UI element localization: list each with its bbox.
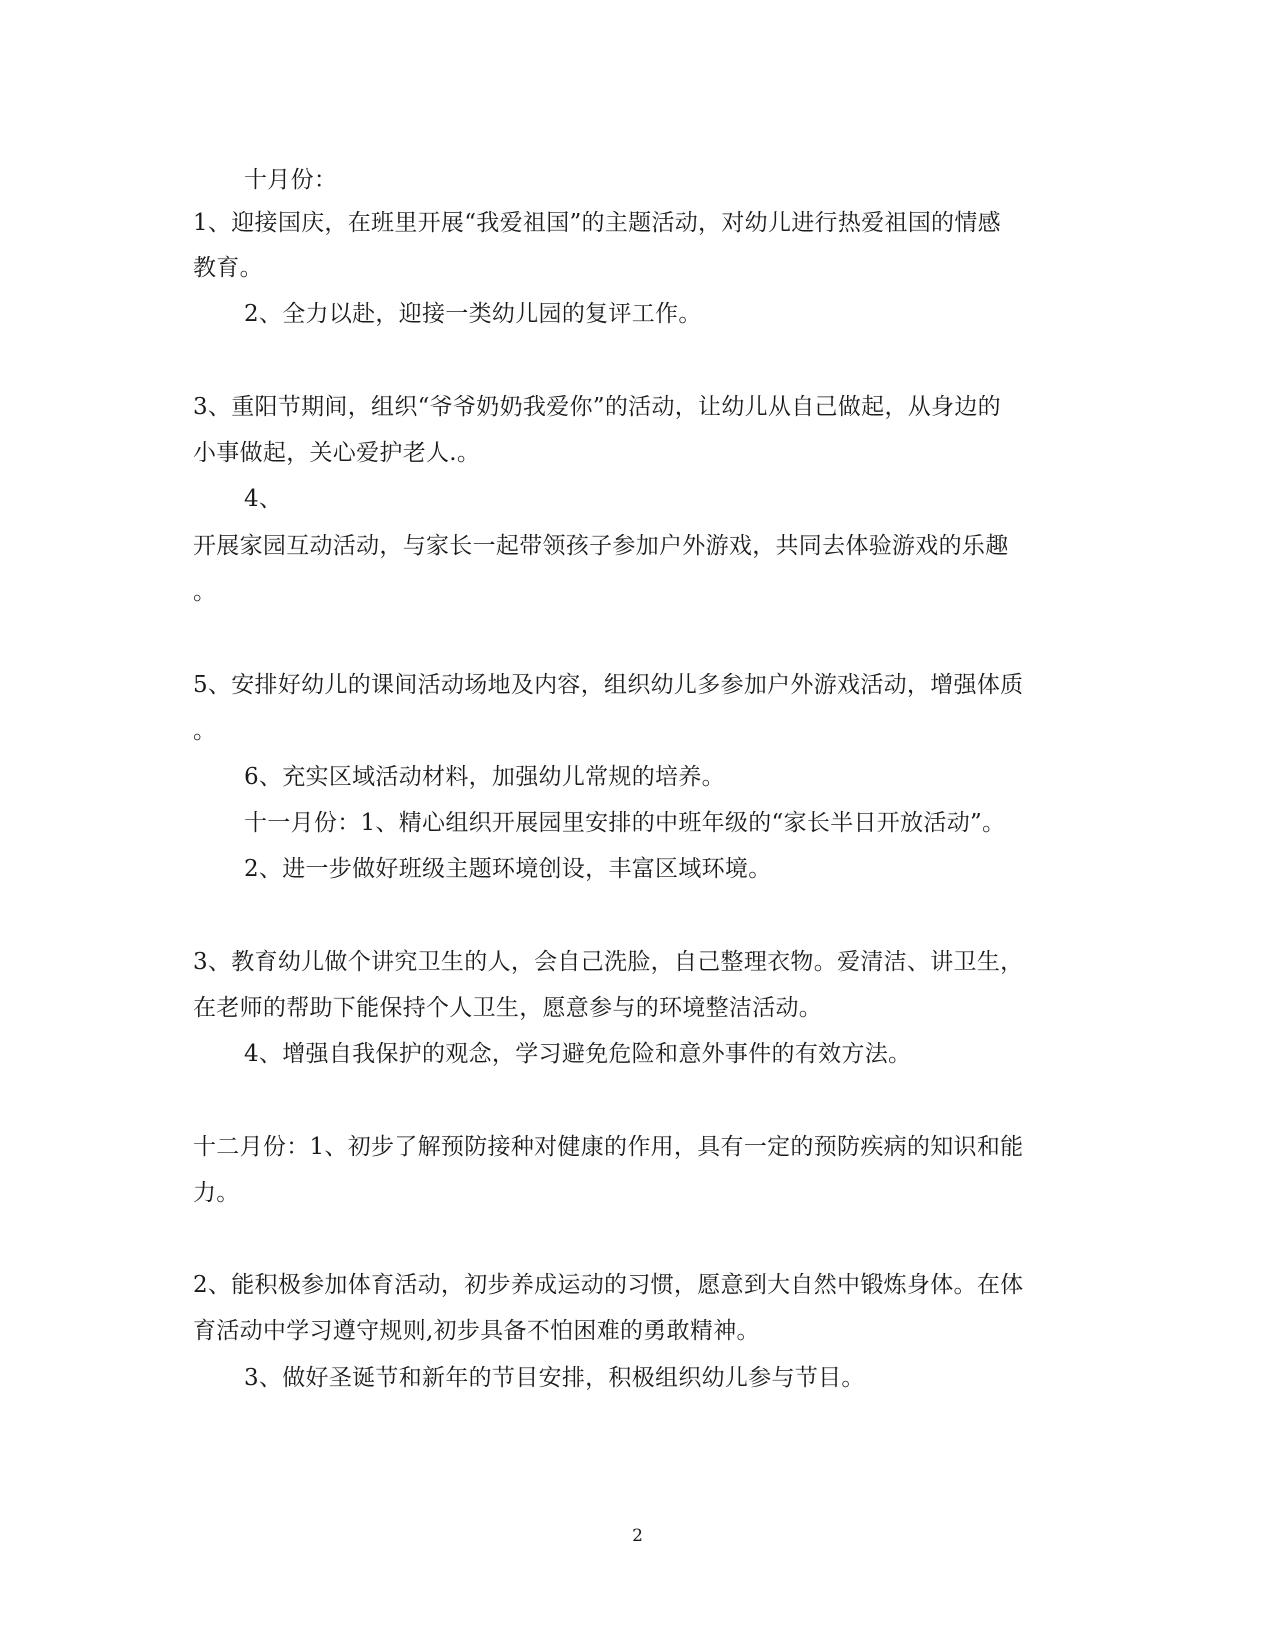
paragraph-line: 1、迎接国庆，在班里开展“我爱祖国”的主题活动，对幼儿进行热爱祖国的情感 bbox=[193, 210, 1001, 236]
paragraph-line: 。 bbox=[193, 718, 217, 744]
paragraph-line: 小事做起，关心爱护老人.。 bbox=[193, 440, 481, 466]
paragraph-line: 4、 bbox=[244, 486, 283, 512]
paragraph-line: 力。 bbox=[193, 1180, 240, 1206]
paragraph-line: 开展家园互动活动，与家长一起带领孩子参加户外游戏，共同去体验游戏的乐趣 bbox=[193, 533, 1009, 559]
paragraph-line: 2、全力以赴，迎接一类幼儿园的复评工作。 bbox=[244, 301, 702, 327]
paragraph-line: 2、进一步做好班级主题环境创设，丰富区域环境。 bbox=[244, 856, 772, 882]
page-number: 2 bbox=[632, 1526, 643, 1546]
paragraph-line: 2、能积极参加体育活动，初步养成运动的习惯，愿意到大自然中锻炼身体。在体 bbox=[193, 1272, 1024, 1298]
paragraph-line: 6、充实区域活动材料，加强幼儿常规的培养。 bbox=[244, 764, 725, 790]
paragraph-line: 3、教育幼儿做个讲究卫生的人，会自己洗脸，自己整理衣物。爱清洁、讲卫生， bbox=[193, 949, 1024, 975]
paragraph-line: 5、安排好幼儿的课间活动场地及内容，组织幼儿多参加户外游戏活动，增强体质 bbox=[193, 672, 1024, 698]
paragraph-line: 3、做好圣诞节和新年的节目安排，积极组织幼儿参与节目。 bbox=[244, 1365, 865, 1391]
month-heading-december: 十二月份：1、初步了解预防接种对健康的作用，具有一定的预防疾病的知识和能 bbox=[193, 1134, 1024, 1160]
paragraph-line: 在老师的帮助下能保持个人卫生，愿意参与的环境整洁活动。 bbox=[193, 995, 823, 1021]
paragraph-line: 育活动中学习遵守规则,初步具备不怕困难的勇敢精神。 bbox=[193, 1318, 760, 1344]
month-heading-october: 十月份： bbox=[244, 167, 338, 193]
paragraph-line: 4、增强自我保护的观念，学习避免危险和意外事件的有效方法。 bbox=[244, 1041, 912, 1067]
month-heading-november: 十一月份：1、精心组织开展园里安排的中班年级的“家长半日开放活动”。 bbox=[244, 810, 1006, 836]
paragraph-line: 3、重阳节期间，组织“爷爷奶奶我爱你”的活动，让幼儿从自己做起，从身边的 bbox=[193, 394, 1001, 420]
paragraph-line: 。 bbox=[193, 579, 217, 605]
paragraph-line: 教育。 bbox=[193, 255, 263, 281]
